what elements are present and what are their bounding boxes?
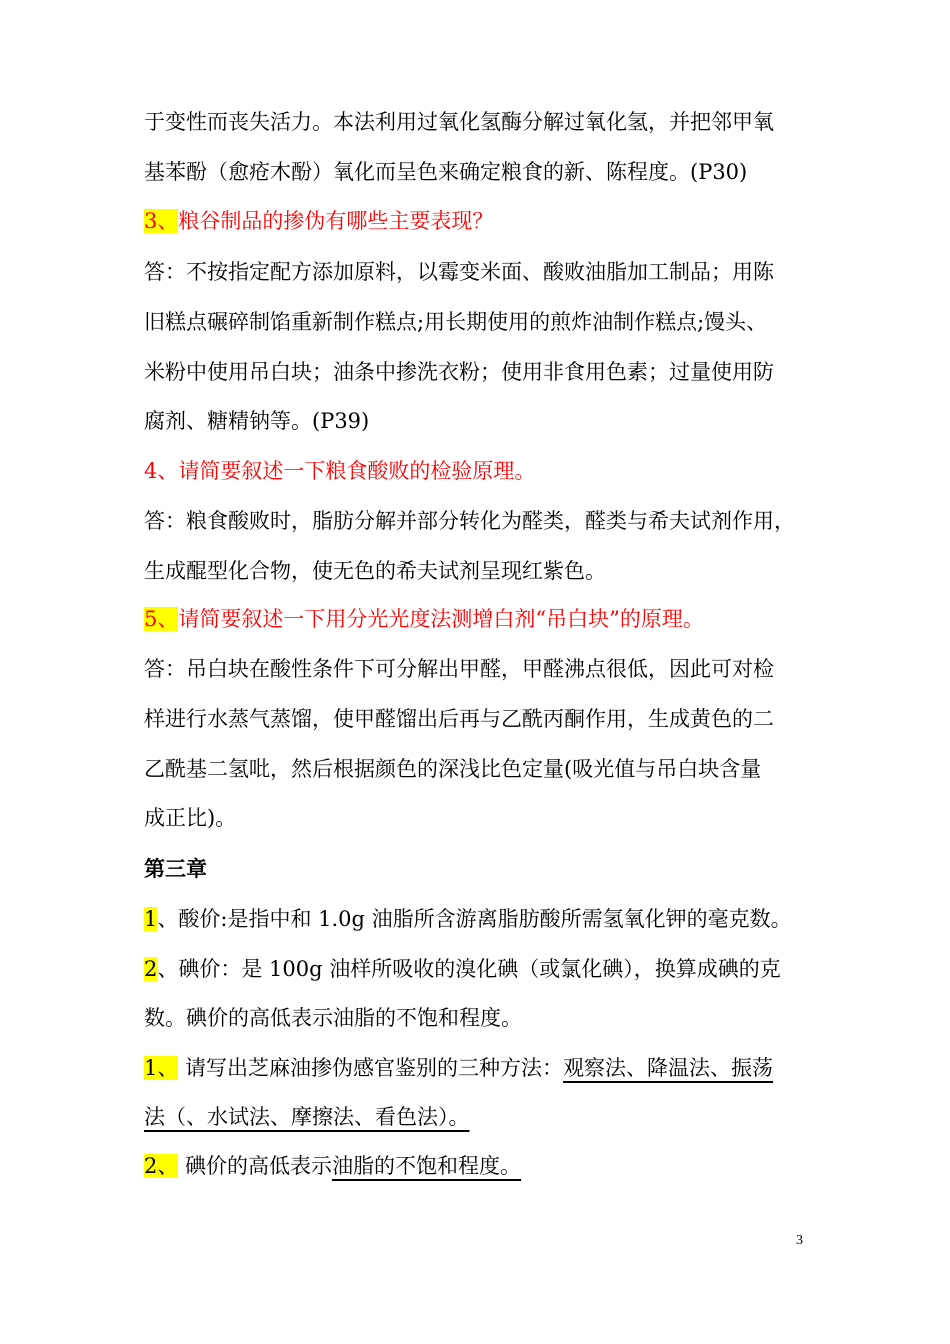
highlight: 2、 xyxy=(144,1154,179,1178)
highlight: 1、 xyxy=(144,1056,179,1080)
answer-line: 腐剂、糖精钠等。(P39) xyxy=(144,409,370,433)
answer-line: 答：吊白块在酸性条件下可分解出甲醛，甲醛沸点很低，因此可对检 xyxy=(144,657,774,681)
fill-in-text: 请写出芝麻油掺伪感官鉴别的三种方法： xyxy=(178,1056,564,1080)
question-text: 粮谷制品的掺伪有哪些主要表现？ xyxy=(178,209,494,233)
definition-2 xyxy=(144,954,824,984)
page-number: 3 xyxy=(796,1233,803,1248)
highlight: 1 xyxy=(144,907,158,931)
fill-in-1 xyxy=(144,1053,824,1083)
question-text: 请简要叙述一下用分光光度法测增白剂“吊白块”的原理。 xyxy=(178,607,704,631)
answer-line: 答：粮食酸败时，脂肪分解并部分转化为醛类，醛类与希夫试剂作用， xyxy=(144,509,795,533)
paragraph-line: 于变性而丧失活力。本法利用过氧化氢酶分解过氧化氢，并把邻甲氧 xyxy=(144,110,774,134)
answer-line: 米粉中使用吊白块；油条中掺洗衣粉；使用非食用色素；过量使用防 xyxy=(144,360,774,384)
highlight: 5、 xyxy=(144,607,179,631)
answer-line: 乙酰基二氢吡，然后根据颜色的深浅比色定量(吸光值与吊白块含量 xyxy=(144,757,762,781)
definition-text: 、酸价:是指中和 1.0g 油脂所含游离脂肪酸所需氢氧化钾的毫克数。 xyxy=(157,907,792,931)
definition-text: 、碘价：是 100g 油样所吸收的溴化碘（或氯化碘），换算成碘的克 xyxy=(157,957,781,981)
answer-line: 样进行水蒸气蒸馏，使甲醛馏出后再与乙酰丙酮作用，生成黄色的二 xyxy=(144,707,774,731)
fill-in-text: 碘价的高低表示 xyxy=(178,1154,333,1178)
fill-in-answer: 观察法、降温法、振荡 xyxy=(563,1056,774,1080)
answer-line: 答：不按指定配方添加原料，以霉变米面、酸败油脂加工制品；用陈 xyxy=(144,260,774,284)
fill-in-answer: 油脂的不饱和程度。 xyxy=(332,1154,522,1178)
answer-line: 旧糕点碾碎制馅重新制作糕点;用长期使用的煎炸油制作糕点;馒头、 xyxy=(144,310,768,334)
fill-in-line xyxy=(144,1102,824,1132)
highlight: 2 xyxy=(144,957,158,981)
fill-in-answer: 法（、水试法、摩擦法、看色法）。 xyxy=(144,1105,470,1129)
question-4: 4、请简要叙述一下粮食酸败的检验原理。 xyxy=(144,459,536,483)
paragraph-line: 基苯酚（愈疮木酚）氧化而呈色来确定粮食的新、陈程度。(P30) xyxy=(144,160,748,184)
answer-line: 成正比)。 xyxy=(144,806,237,830)
chapter-heading: 第三章 xyxy=(144,856,207,881)
question-5 xyxy=(144,604,824,634)
fill-in-2 xyxy=(144,1151,824,1181)
question-3 xyxy=(144,206,824,236)
answer-line: 生成醌型化合物，使无色的希夫试剂呈现红紫色。 xyxy=(144,559,606,583)
definition-1 xyxy=(144,904,824,934)
definition-line: 数。碘价的高低表示油脂的不饱和程度。 xyxy=(144,1006,522,1030)
highlight: 3、 xyxy=(144,209,179,233)
